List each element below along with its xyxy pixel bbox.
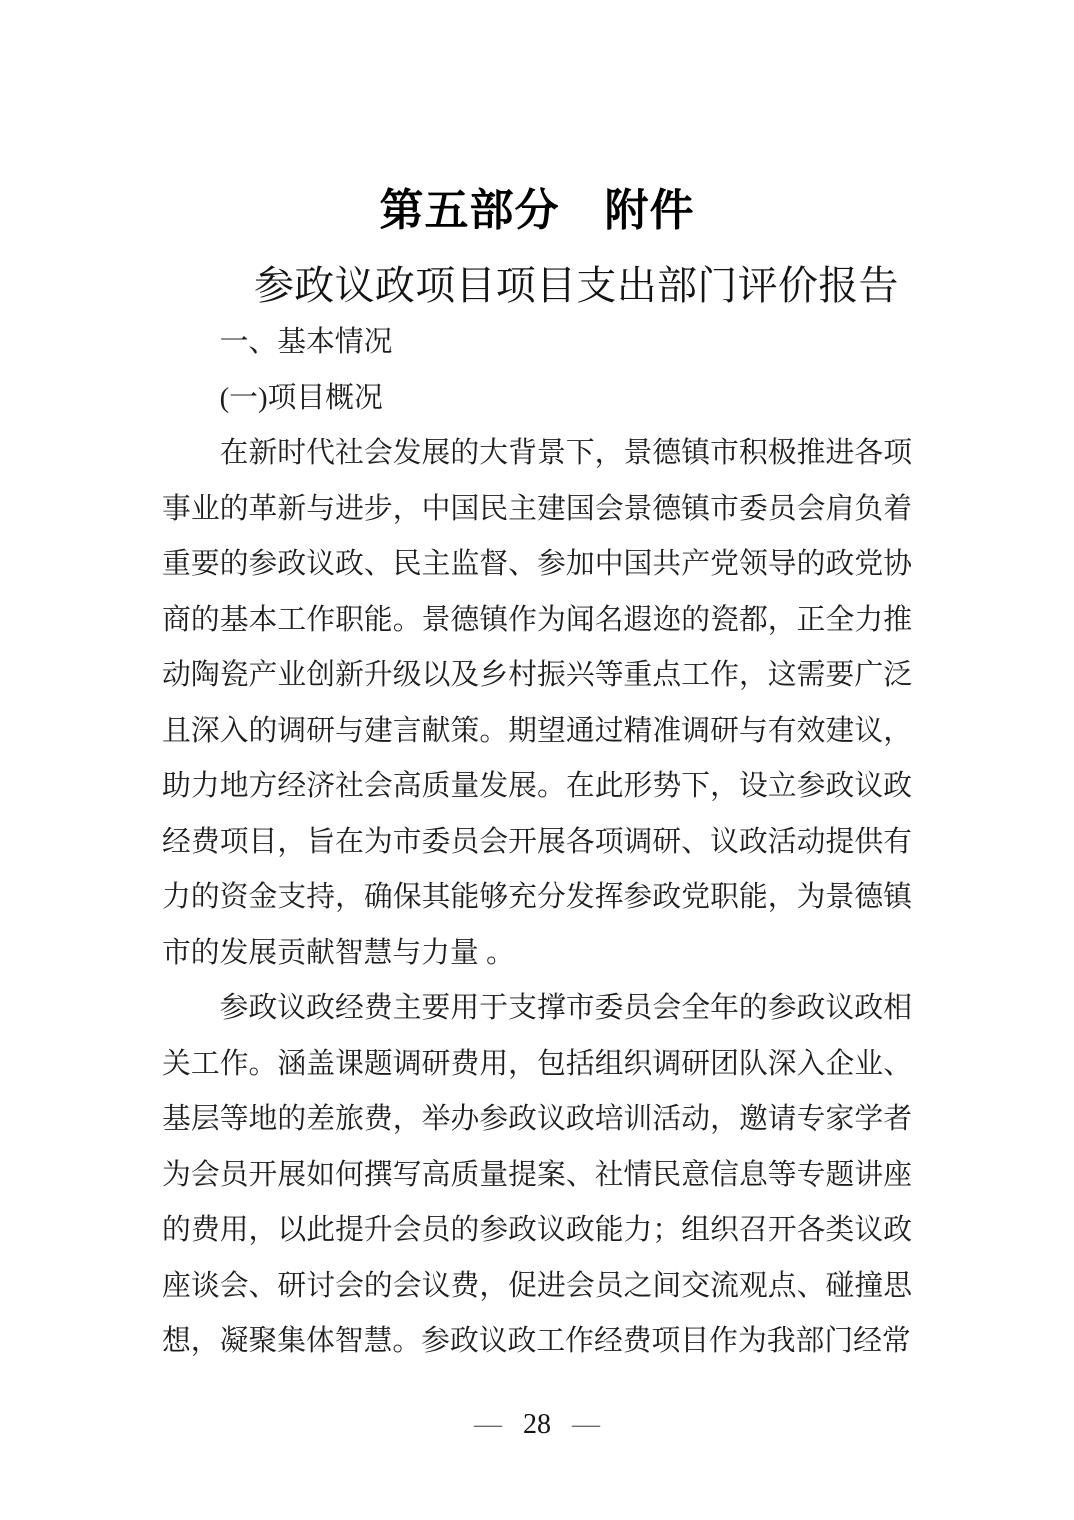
page-number: 28 [523, 1409, 551, 1440]
body-text-block [162, 315, 912, 1370]
paragraph-funds-usage: 参政议政经费主要用于支撑市委员会全年的参政议政相关工作。涵盖课题调研费用，包括组织调研团队深入企业、基层等地的差旅费，举办参政议政培训活动，邀请专家学者为会员开展如何撰写高质量提案、社情民意信息等专题讲座的费用，以此提升会员的参政议政能力；组织召开各类议政座谈会、研讨会的会议费，促进会员之间交流观点、碰撞思想，凝聚集体智慧。参政议政工作经费项目作为我部门经常 [162, 992, 912, 1357]
section-title: 第五部分 附件 [379, 186, 695, 235]
footer-dash-right: — [572, 1409, 600, 1440]
heading-project-overview: (一)项目概况 [219, 381, 383, 414]
page-content [162, 0, 912, 1370]
footer-dash-left: — [474, 1409, 502, 1440]
paragraph-project-background: 在新时代社会发展的大背景下，景德镇市积极推进各项事业的革新与进步，中国民主建国会景德镇市委员会肩负着重要的参政议政、民主监督、参加中国共产党领导的政党协商的基本工作职能。景德镇作为闻名遐迩的瓷都，正全力推动陶瓷产业创新升级以及乡村振兴等重点工作，这需要广泛且深入的调研与建言献策。期望通过精准调研与有效建议，助力地方经济社会高质量发展。在此形势下，设立参政议政经费项目，旨在为市委员会开展各项调研、议政活动提供有力的资金支持，确保其能够充分发挥参政党职能，为景德镇市的发展贡献智慧与力量 。 [162, 437, 912, 969]
report-title: 参政议政项目项目支出部门评价报告 [254, 263, 899, 308]
page-footer [0, 1408, 1074, 1442]
heading-basic-situation: 一、基本情况 [219, 326, 393, 358]
